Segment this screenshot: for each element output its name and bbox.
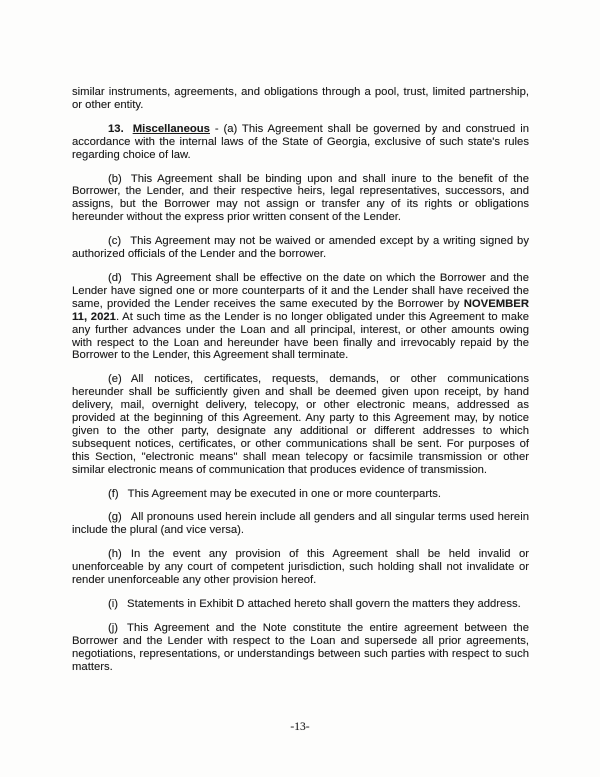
text-run: (d) xyxy=(108,271,122,284)
paragraph-section-13-i xyxy=(72,598,529,611)
paragraph-continuation xyxy=(72,86,529,112)
text-run: All pronouns used herein include all genders and all singular terms used herein include the plural (and vice versa). xyxy=(72,511,529,537)
text-run: NOVEMBER 11, 2021 xyxy=(72,297,529,323)
page-number: -13- xyxy=(290,721,310,733)
paragraph-section-13-d xyxy=(72,272,529,362)
text-run: This Agreement may be executed in one or more counterparts. xyxy=(127,487,442,500)
text-run: - (a) This Agreement shall be governed by and construed in accordance with the internal laws of the State of Georgia, exclusive of such state's rules regarding choice of law. xyxy=(72,122,529,161)
text-run: (h) xyxy=(108,548,122,561)
paragraph-section-13-j xyxy=(72,622,529,674)
text-run: (g) xyxy=(108,511,122,524)
text-run: In the event any provision of this Agreement shall be held invalid or unenforceable by any court of competent jurisdiction, such holding shall not invalidate or render unenforceable any other provision hereof. xyxy=(72,548,529,587)
text-run: All notices, certificates, requests, demands, or other communications hereunder shall be sufficiently given and shall be deemed given upon receipt, by hand delivery, mail, overnight delivery, telecopy, or other electronic means, addressed as provided at the beginning of this Agreement. Any party to this Agreement may, by notice given to the other party, designate any additional or different addresses to which subsequent notices, certificates, or other communications shall be sent. For purposes of this Section, "electronic means" shall mean telecopy or facsimile transmission or other similar electronic means of communication that produces evidence of transmission. xyxy=(72,373,529,476)
text-run: (f) xyxy=(108,487,119,500)
section-heading: Miscellaneous xyxy=(132,122,210,135)
paragraph-section-13-c xyxy=(72,235,529,261)
text-run: This Agreement and the Note constitute the entire agreement between the Borrower and the Lender with respect to the Loan and supersede all prior agreements, negotiations, representations, or understandings between such parties with respect to such matters. xyxy=(72,621,529,673)
text-run: (j) xyxy=(108,621,119,634)
paragraph-section-13-b xyxy=(72,173,529,225)
paragraph-section-13-f xyxy=(72,488,529,501)
text-run: This Agreement shall be effective on the date on which the Borrower and the Lender have signed one or more counterparts of it and the Lender shall have received the same, provided the Lender receives the same executed by the Borrower by xyxy=(72,271,529,310)
text-run: (e) xyxy=(108,373,122,386)
text-run: . At such time as the Lender is no longer obligated under this Agreement to make any further advances under the Loan and all principal, interest, or other amounts owing with respect to the Loan and hereunder have been finally and irrevocably repaid by the Borrower to the Lender, this Agreement shall terminate. xyxy=(72,310,530,362)
paragraph-section-13-h xyxy=(72,548,529,587)
text-run: Statements in Exhibit D attached hereto shall govern the matters they address. xyxy=(127,598,521,610)
paragraph-section-13-g xyxy=(72,511,529,537)
text-run: 13. xyxy=(108,122,124,135)
text-run: (i) xyxy=(108,598,119,610)
text-run: This Agreement may not be waived or amended except by a writing signed by authorized officials of the Lender and the borrower. xyxy=(72,235,529,261)
text-run: similar instruments, agreements, and obligations through a pool, trust, limited partnership, or other entity. xyxy=(72,86,529,111)
text-run: (b) xyxy=(108,172,122,185)
paragraph-section-13-e xyxy=(72,373,529,476)
text-run: (c) xyxy=(108,235,122,248)
document-body xyxy=(72,86,529,685)
text-run: This Agreement shall be binding upon and shall inure to the benefit of the Borrower, the Lender, and their respective heirs, legal representatives, successors, and assigns, but the Borrower may not assign or transfer any of its rights or obligations hereunder without the express prior written consent of the Lender. xyxy=(72,172,529,224)
paragraph-section-13-a xyxy=(72,123,529,162)
